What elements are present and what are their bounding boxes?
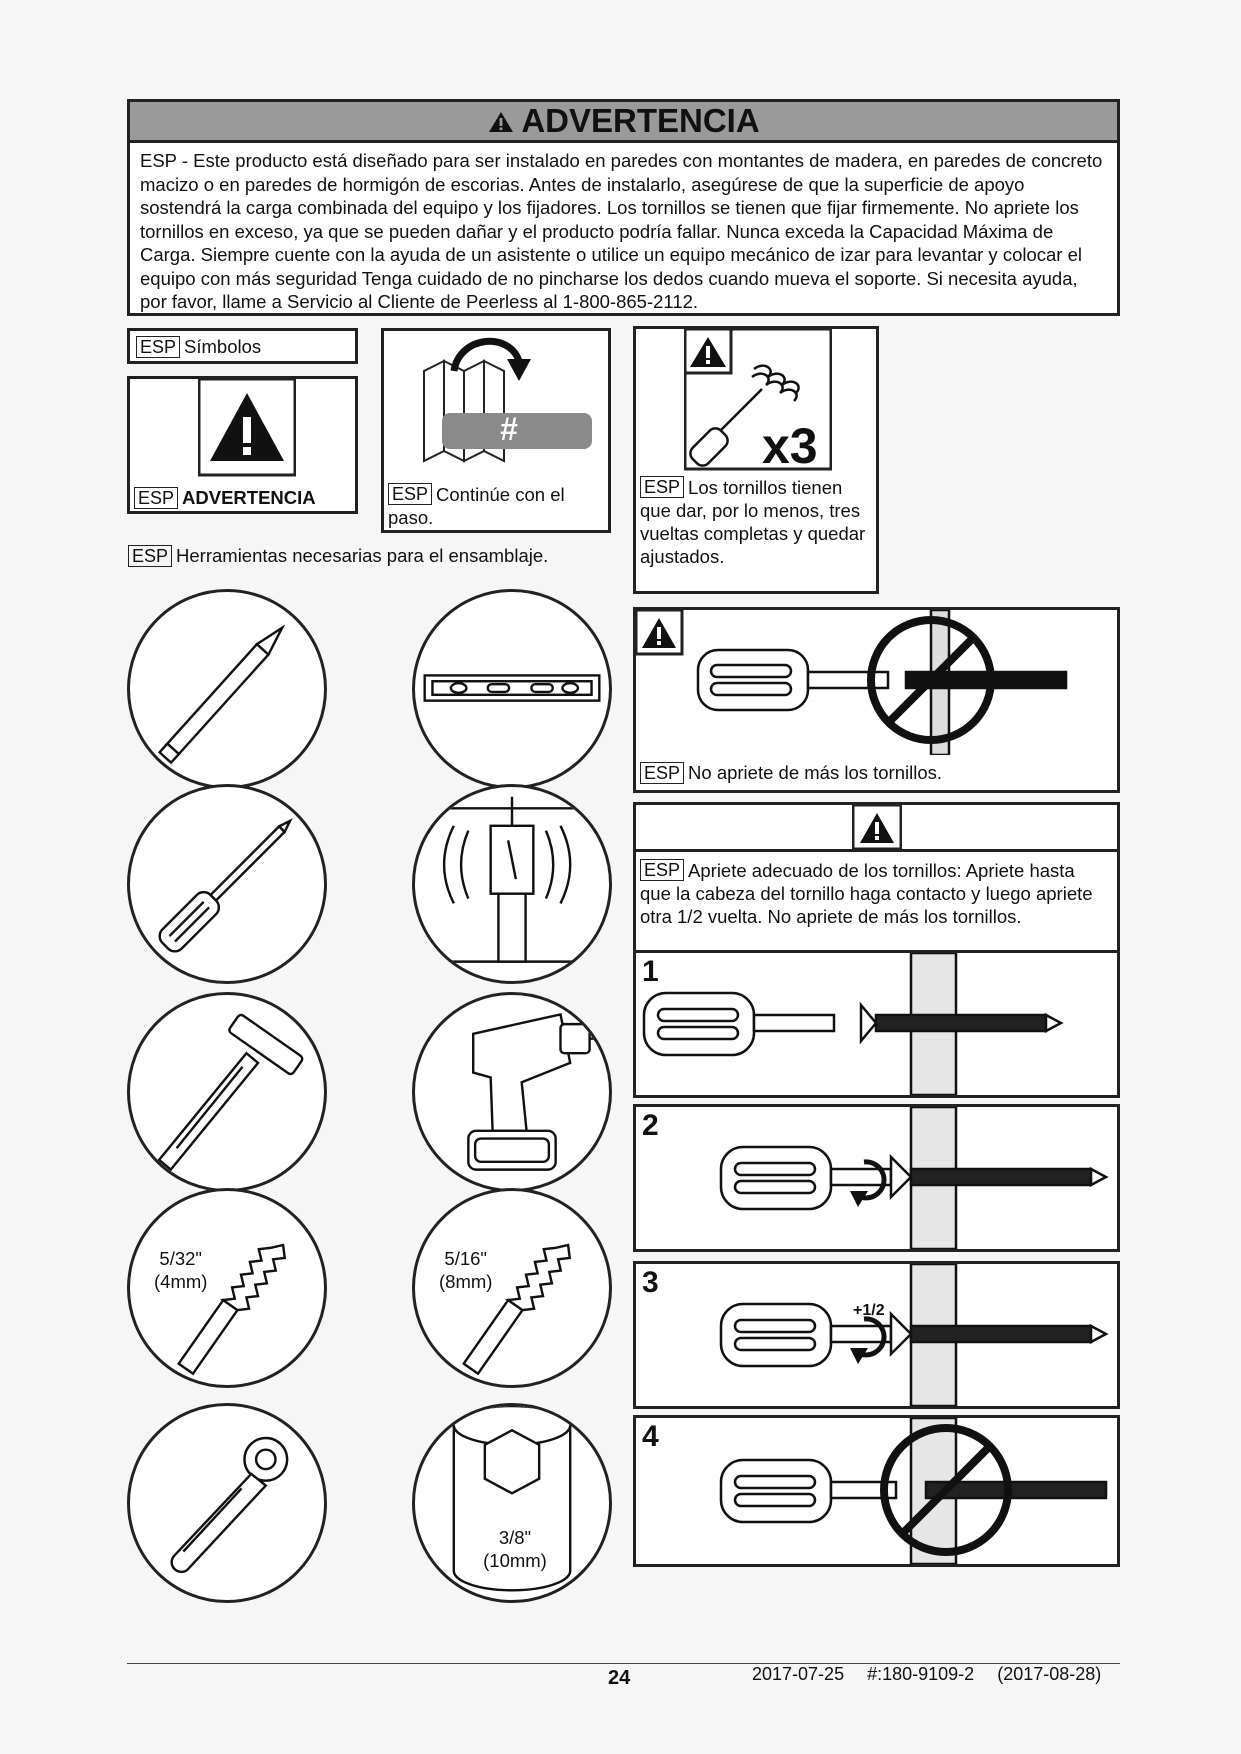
no-overtighten-card (633, 607, 1120, 793)
drill-bit-small-mm: (4mm) (154, 1271, 208, 1292)
warning-triangle-icon (487, 110, 515, 134)
drill-tool (412, 992, 612, 1192)
drill-icon (415, 995, 609, 1189)
drill-bit-large-tool (412, 1188, 612, 1388)
socket-size-mm: (10mm) (483, 1550, 547, 1571)
step-glyph: # (500, 411, 518, 447)
screw-half-turn-icon (636, 1264, 1117, 1406)
footer-meta (752, 1664, 1101, 1685)
symbol-screws-card (633, 326, 879, 594)
tightening-step-3 (633, 1261, 1120, 1409)
level-tool (412, 589, 612, 789)
screwdriver-tool (127, 784, 327, 984)
drill-bit-small-size (154, 1247, 207, 1293)
overtightened-prohibited-icon (636, 1418, 1117, 1564)
hammer-tool (127, 992, 327, 1192)
socket-size (465, 1526, 565, 1572)
pencil-icon (130, 592, 324, 786)
lang-tag: ESP (640, 762, 684, 784)
divider (636, 849, 1117, 852)
footer-revision: (2017-08-28) (997, 1664, 1102, 1684)
tightening-step-2 (633, 1104, 1120, 1252)
proper-tightening-caption (640, 859, 1110, 928)
socket-size-inch: 3/8" (498, 1527, 532, 1548)
warning-header (130, 102, 1117, 143)
warning-triangle-icon (198, 379, 296, 477)
ratchet-icon (130, 1406, 324, 1600)
warning-triangle-icon (852, 805, 902, 851)
drill-bit-large-inch: 5/16" (444, 1248, 487, 1269)
hammer-icon (130, 995, 324, 1189)
tightening-step-4 (633, 1415, 1120, 1567)
footer-date: 2017-07-25 (752, 1664, 845, 1684)
half-turn-label: +1/2 (853, 1302, 885, 1319)
symbol-warning-label: ADVERTENCIA (182, 487, 316, 508)
lang-tag: ESP (134, 487, 178, 509)
warning-title: ADVERTENCIA (521, 102, 760, 139)
symbol-warning-card (127, 376, 358, 514)
drill-bit-large-mm: (8mm) (439, 1271, 493, 1292)
footer-doc-number: #:180-9109-2 (867, 1664, 975, 1684)
symbol-warning-caption (134, 486, 316, 509)
warning-box (127, 99, 1120, 316)
symbols-title: Símbolos (184, 336, 262, 357)
screw-turning-icon (636, 1107, 1117, 1249)
stud-finder-icon (415, 787, 609, 981)
step-number: 2 (642, 1109, 659, 1142)
tools-heading (128, 544, 548, 567)
drill-bit-small-inch: 5/32" (159, 1248, 202, 1269)
level-icon (415, 592, 609, 786)
screwdriver-icon (130, 787, 324, 981)
page-number: 24 (608, 1667, 631, 1689)
screws-multiplier: x3 (762, 418, 818, 474)
drill-bit-small-tool (127, 1188, 327, 1388)
symbol-continue-card (381, 328, 611, 533)
lang-tag: ESP (128, 545, 172, 567)
symbol-screws-label: Los tornillos tienen que dar, por lo menos, tres vueltas completas y quedar ajustados. (640, 477, 866, 567)
symbols-header (127, 328, 358, 364)
overtighten-prohibited-icon (636, 610, 1117, 755)
lang-tag: ESP (136, 336, 180, 358)
proper-tightening-card (633, 802, 1120, 953)
no-overtighten-label: No apriete de más los tornillos. (688, 762, 943, 783)
step-number: 4 (642, 1420, 659, 1453)
symbol-screws-caption (640, 476, 876, 568)
stud-finder-tool (412, 784, 612, 984)
symbol-continue-caption (388, 483, 608, 529)
tools-heading-text: Herramientas necesarias para el ensamblaje. (176, 545, 549, 566)
step-number: 1 (642, 955, 659, 988)
lang-tag: ESP (388, 483, 432, 505)
step-number: 3 (642, 1266, 659, 1299)
pencil-tool (127, 589, 327, 789)
screw-start-icon (636, 953, 1117, 1095)
symbol-continue-label: Continúe con el paso. (388, 484, 565, 528)
lang-tag: ESP (640, 476, 684, 498)
page-turn-icon (384, 331, 608, 471)
ratchet-tool (127, 1403, 327, 1603)
no-overtighten-caption (640, 761, 942, 784)
tightening-step-1 (633, 950, 1120, 1098)
socket-tool (412, 1403, 612, 1603)
warning-body: ESP - Este producto está diseñado para ser instalado en paredes con montantes de madera, en paredes de concreto macizo o en paredes de hormigón de escorias. Antes de instalarlo, asegúrese de que la superficie de apoyo sostendrá la carga combinada del equipo y los fijadores. Los tornillos se tienen que fijar firmemente. No apriete los tornillos en exceso, ya que se pueden dañar y el producto podría fallar. Nunca exceda la Capacidad Máxima de Carga. Siempre cuente con la ayuda de un asistente o utilice un equipo mecánico de izar para levantar y colocar el equipo con más seguridad Tenga cuidado de no pincharse los dedos cuando mueva el soporte. Si necesita ayuda, por favor, llame a Servicio al Cliente de Peerless al 1-800-865-2112. (140, 150, 1103, 312)
drill-bit-large-size (439, 1247, 492, 1293)
lang-tag: ESP (640, 859, 684, 881)
proper-tightening-label: Apriete adecuado de los tornillos: Apriete hasta que la cabeza del tornillo haga contacto y luego apriete otra 1/2 vuelta. No apriete de más los tornillos. (640, 860, 1093, 927)
